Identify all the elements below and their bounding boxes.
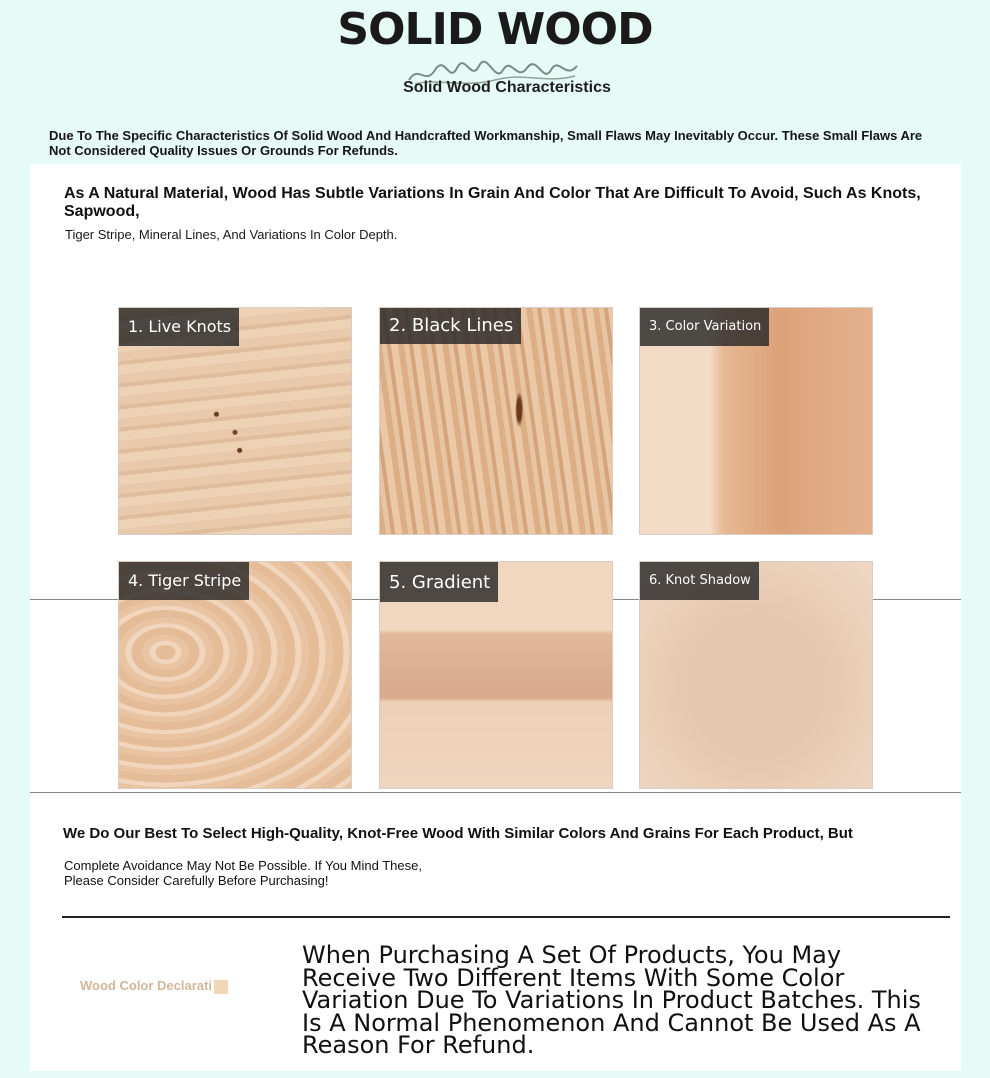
wood-sample-tile [639, 561, 873, 789]
wood-sample-tile [379, 561, 613, 789]
page-title: SOLID WOOD [337, 4, 653, 55]
sample-label: 4. Tiger Stripe [119, 562, 249, 600]
selection-line-3: Please Consider Carefully Before Purchasing! [64, 873, 329, 888]
wood-sample-tile [379, 307, 613, 535]
intro-line-2: Tiger Stripe, Mineral Lines, And Variations In Color Depth. [65, 227, 398, 242]
sample-label: 5. Gradient [380, 562, 498, 602]
page-subtitle: Solid Wood Characteristics [403, 79, 611, 96]
intro-line-1: As A Natural Material, Wood Has Subtle Variations In Grain And Color That Are Difficult To Avoid, Such As Knots, Sapwood, [64, 185, 921, 220]
sample-label: 6. Knot Shadow [640, 562, 759, 600]
sample-label: 3. Color Variation [640, 308, 769, 346]
section-rule [62, 916, 950, 918]
badge-square-icon [214, 980, 228, 994]
selection-line-2: Complete Avoidance May Not Be Possible. If You Mind These, [64, 858, 422, 873]
sample-label: 2. Black Lines [380, 308, 521, 344]
sample-label: 1. Live Knots [119, 308, 239, 346]
refund-notice: Due To The Specific Characteristics Of Solid Wood And Handcrafted Workmanship, Small Flaws May Inevitably Occur. These Small Flaws Are Not Considered Quality Issues Or Grounds For Refunds. [49, 128, 923, 158]
selection-line-1: We Do Our Best To Select High-Quality, Knot-Free Wood With Similar Colors And Grains For Each Product, But [63, 825, 853, 842]
content-card [30, 164, 961, 1071]
wood-sample-tile [639, 307, 873, 535]
selection-note [64, 858, 484, 888]
badge-label: Wood Color Declarati [80, 978, 212, 993]
declaration-text: When Purchasing A Set Of Products, You May Receive Two Different Items With Some Color Variation Due To Variations In Product Batches. This Is A Normal Phenomenon And Cannot Be Used As A Reason For Refund. [302, 941, 921, 1059]
wood-sample-tile [118, 561, 352, 789]
wood-sample-tile [118, 307, 352, 535]
divider [30, 792, 961, 793]
wood-color-declaration-badge [68, 964, 240, 1008]
